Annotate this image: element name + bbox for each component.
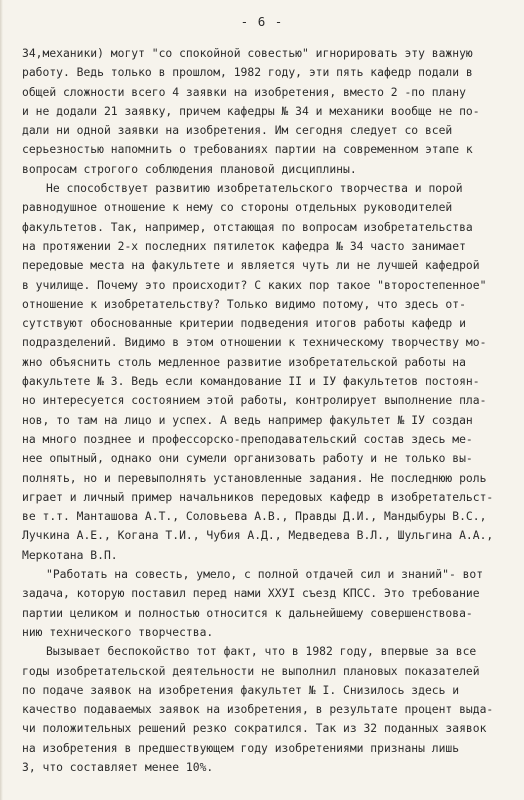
- text-line: факультетов. Так, например, отстающая по вопросам изобретательства: [22, 219, 473, 234]
- text-line: факультете № 3. Ведь если командование II и IУ факультетов постоян-: [22, 374, 480, 389]
- text-line: дали ни одной заявки на изобретения. Им сегодня следует со всей: [22, 123, 453, 138]
- text-line: передовые места на факультете и является чуть ли не лучшей кафедрой: [22, 258, 480, 273]
- text-line: Меркотана В.П.: [22, 547, 118, 562]
- page-number: - 6 -: [240, 14, 284, 29]
- text-line: нее опытный, однако они сумели организовать работу и не только вы-: [22, 451, 473, 466]
- text-line: полнять, но и перевыполнять установленные задания. Не последнюю роль: [22, 470, 487, 485]
- text-line: вопросам строгого соблюдения плановой дисциплины.: [22, 161, 357, 176]
- text-line: общей сложности всего 4 заявки на изобретения, вместо 2 -по плану: [22, 84, 466, 99]
- text-line: "Работать на совесть, умело, с полной отдачей сил и знаний"- вот: [46, 567, 484, 582]
- text-line: но интересуется состоянием этой работы, контролирует выполнение пла-: [22, 393, 487, 408]
- text-line: 34,механики) могут "со спокойной совестью" игнорировать эту важную: [22, 46, 473, 60]
- text-line: Вызывает беспокойство тот факт, что в 1982 году, впервые за все: [46, 644, 477, 659]
- text-line: работу. Ведь только в прошлом, 1982 году, эти пять кафедр подали в: [22, 65, 473, 80]
- text-line: играет и личный пример начальников передовых кафедр в изобретательст-: [22, 489, 494, 504]
- text-line: Не способствует развитию изобретательского творчества и порой: [46, 181, 463, 196]
- body-text: [0, 44, 524, 777]
- text-line: на изобретения в предшествующем году изобретениями признаны лишь: [22, 740, 460, 755]
- text-line: серьезностью напомнить о требованиях партии на современном этапе к: [22, 142, 473, 157]
- text-line: отношение к изобретательству? Только видимо потому, что здесь от-: [22, 296, 466, 311]
- text-line: задача, которую поставил перед нами ХХУI съезд КПСС. Это требование: [22, 586, 480, 601]
- text-line: Лучкина А.Е., Когана Т.И., Чубия А.Д., Медведева В.Л., Шульгина А.А.,: [22, 528, 494, 543]
- text-line: жно объяснить столь медленное развитие изобретательской работы на: [22, 354, 466, 369]
- text-line: сутствуют обоснованные критерии подведения итогов работы кафедр и: [22, 316, 466, 331]
- text-line: качество подаваемых заявок на изобретения, в результате процент выда-: [22, 702, 494, 717]
- text-line: нию технического творчества.: [22, 624, 214, 639]
- text-line: ве т.т. Манташова А.Т., Соловьева А.В., Правды Д.И., Мандыбуры В.С.,: [22, 509, 487, 524]
- text-line: нов, то там на лицо и успех. А ведь например факультет № IУ создан: [22, 412, 473, 427]
- text-line: годы изобретательской деятельности не выполнил плановых показателей: [22, 663, 480, 678]
- text-line: подразделений. Видимо в этом отношении к техническому творчеству мо-: [22, 335, 487, 350]
- text-line: и не додали 21 заявку, причем кафедры № 34 и механики вообще не по-: [22, 103, 480, 118]
- text-line: равнодушное отношение к нему со стороны отдельных руководителей: [22, 200, 453, 215]
- text-line: партии целиком и полностью относится к дальнейшему совершенствова-: [22, 605, 473, 620]
- text-line: в училище. Почему это происходит? С каких пор такое "второстепенное": [22, 277, 487, 292]
- text-line: по подаче заявок на изобретения факультет № I. Снизилось здесь и: [22, 682, 460, 697]
- text-line: чи положительных решений резко сократился. Так из 32 поданных заявок: [22, 721, 487, 736]
- text-line: на много позднее и профессорско-преподавательский состав здесь ме-: [22, 431, 473, 446]
- text-line: 3, что составляет менее 10%.: [22, 759, 214, 774]
- text-line: на протяжении 2-х последних пятилеток кафедра № 34 часто занимает: [22, 238, 466, 253]
